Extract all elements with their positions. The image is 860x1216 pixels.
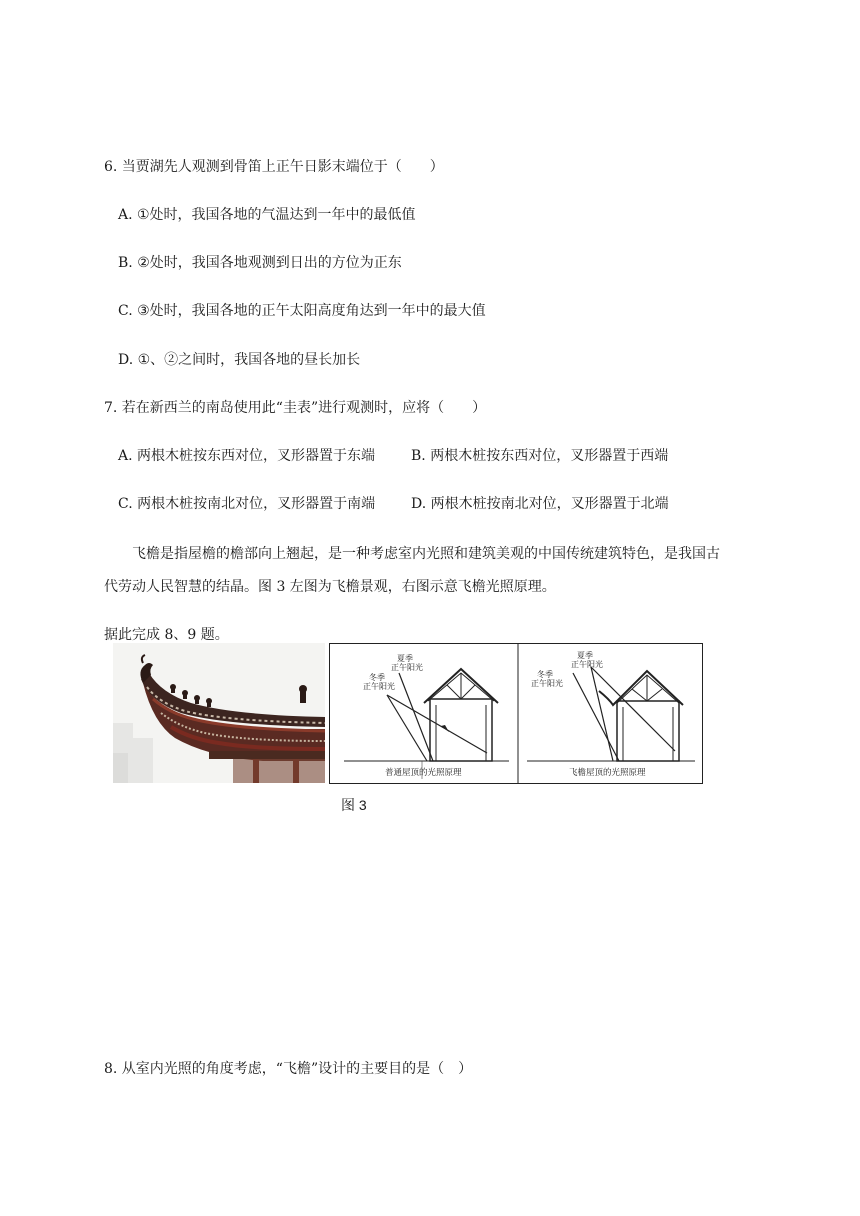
- left-winter-label-2: 正午阳光: [363, 682, 395, 691]
- question-6-option-a: A. ①处时，我国各地的气温达到一年中的最低值: [118, 207, 416, 223]
- question-7-option-c: C. 两根木桩按南北对位，叉形器置于南端: [118, 496, 376, 512]
- right-diagram-title: 飞檐屋顶的光照原理: [569, 768, 646, 778]
- left-winter-label-1: 冬季: [369, 673, 385, 682]
- figure-caption: 图 3: [341, 797, 367, 813]
- right-winter-label-1: 冬季: [537, 670, 553, 679]
- question-7-option-d: D. 两根木桩按南北对位，叉形器置于北端: [411, 496, 669, 512]
- right-summer-label-2: 正午阳光: [571, 660, 603, 669]
- passage-line-3: 据此完成 8、9 题。: [104, 627, 229, 643]
- right-winter-label-2: 正午阳光: [531, 679, 563, 688]
- question-7-option-b: B. 两根木桩按东西对位，叉形器置于西端: [411, 448, 669, 464]
- question-6-stem: 6. 当贾湖先人观测到骨笛上正午日影末端位于（ ）: [104, 159, 444, 175]
- lighting-principle-svg: [329, 643, 703, 784]
- flying-eave-illustration: [113, 643, 325, 783]
- question-8-stem: 8. 从室内光照的角度考虑，“飞檐”设计的主要目的是（ ）: [104, 1061, 473, 1077]
- flying-eave-photo: [113, 643, 325, 783]
- question-7-stem: 7. 若在新西兰的南岛使用此“圭表”进行观测时，应将（ ）: [104, 400, 487, 416]
- passage-line-1: 飞檐是指屋檐的檐部向上翘起，是一种考虑室内光照和建筑美观的中国传统建筑特色，是我国古: [132, 546, 720, 562]
- left-summer-label-2: 正午阳光: [391, 663, 423, 672]
- question-6-option-b: B. ②处时，我国各地观测到日出的方位为正东: [118, 255, 402, 271]
- passage-line-2: 代劳动人民智慧的结晶。图 3 左图为飞檐景观，右图示意飞檐光照原理。: [104, 579, 556, 595]
- eave-lighting-diagrams: [329, 643, 703, 784]
- left-diagram-title: 普通屋顶的光照原理: [385, 768, 462, 778]
- right-summer-label-1: 夏季: [577, 651, 593, 660]
- left-summer-label-1: 夏季: [397, 654, 413, 663]
- question-7-option-a: A. 两根木桩按东西对位，叉形器置于东端: [118, 448, 376, 464]
- question-6-option-d: D. ①、②之间时，我国各地的昼长加长: [118, 352, 361, 368]
- question-6-option-c: C. ③处时，我国各地的正午太阳高度角达到一年中的最大值: [118, 303, 486, 319]
